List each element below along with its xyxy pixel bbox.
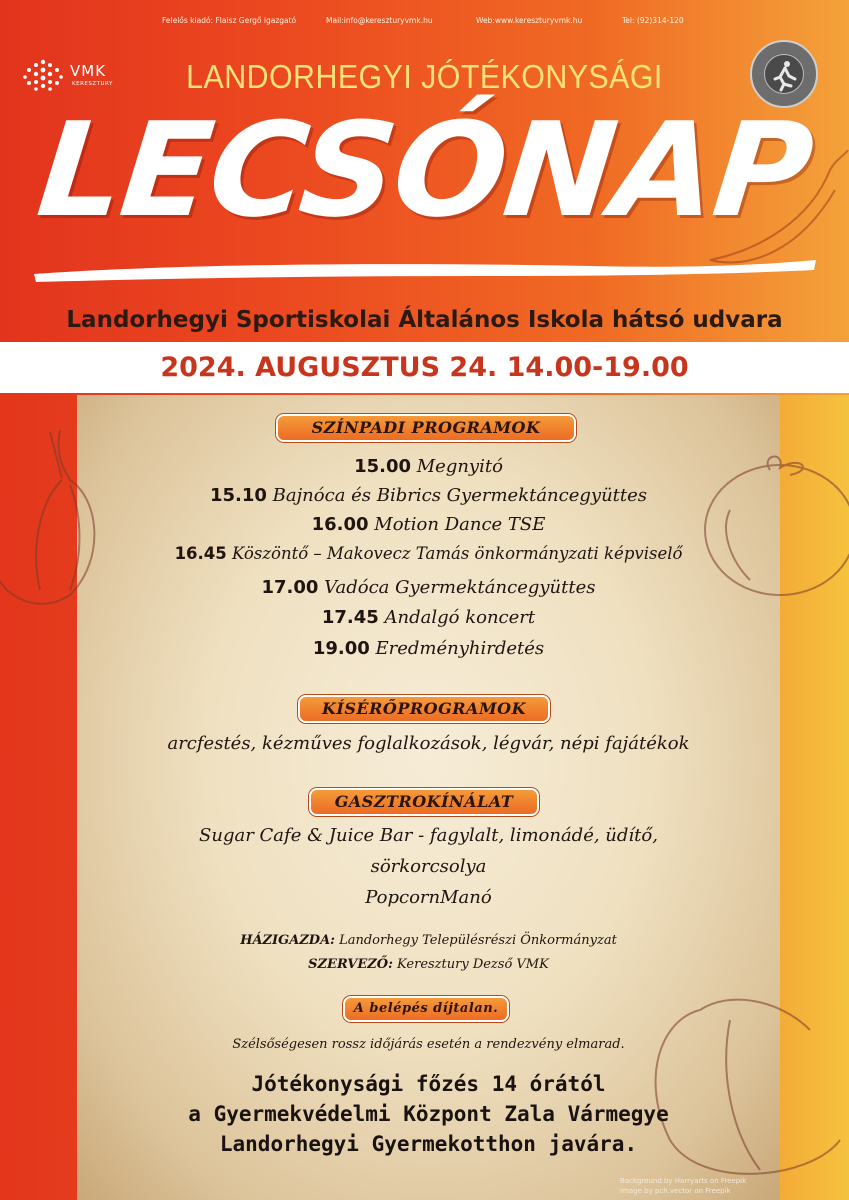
organizer-line: SZERVEZŐ: Keresztury Dezső VMK: [308, 957, 549, 972]
venue-text: Landorhegyi Sportiskolai Általános Iskola hátsó udvara: [66, 307, 783, 333]
entry-badge: A belépés díjtalan.: [343, 996, 509, 1022]
stage-heading: SZÍNPADI PROGRAMOK: [276, 414, 576, 442]
program-item: 17.00 Vadóca Gyermektáncegyüttes: [261, 577, 596, 598]
credit-line-2: Image by pch.vector on Freepik: [620, 1187, 731, 1195]
side-programs-text: arcfestés, kézműves foglalkozások, légvár, népi fajátékok: [167, 733, 690, 754]
chili-icon: [700, 150, 849, 280]
credit-line-1: Background by Harryarts on Freepik: [620, 1177, 747, 1185]
closing-line-2: a Gyermekvédelmi Központ Zala Vármegye: [188, 1102, 669, 1126]
event-date: 2024. AUGUSZTUS 24. 14.00-19.00: [160, 352, 689, 383]
side-heading: KÍSÉRŐPROGRAMOK: [298, 695, 550, 723]
program-item: 17.45 Andalgó koncert: [321, 607, 536, 628]
program-item: 16.45 Köszöntő – Makovecz Tamás önkormányzati képviselő: [174, 544, 683, 563]
weather-note: Szélsőségesen rossz időjárás esetén a rendezvény elmarad.: [232, 1037, 625, 1052]
mail-text: Mail:info@kereszturyvmk.hu: [326, 16, 433, 25]
logo-subtext: KERESZTURY: [72, 81, 113, 87]
web-text: Web:www.kereszturyvmk.hu: [476, 16, 583, 25]
program-item: 19.00 Eredményhirdetés: [312, 638, 545, 659]
program-item: 16.00 Motion Dance TSE: [311, 514, 546, 535]
publisher-text: Felelős kiadó: Flaisz Gergő igazgató: [162, 16, 297, 25]
gastro-line-2: sörkorcsolya: [370, 856, 487, 877]
closing-line-3: Landorhegyi Gyermekotthon javára.: [219, 1132, 638, 1156]
main-title: LECSÓNAP: [31, 94, 818, 246]
gastro-heading: GASZTROKÍNÁLAT: [309, 788, 539, 816]
host-line: HÁZIGAZDA: Landorhegy Településrészi Önkormányzat: [240, 933, 617, 948]
closing-line-1: Jótékonysági főzés 14 órától: [251, 1072, 606, 1096]
gastro-line-3: PopcornManó: [365, 887, 492, 908]
program-item: 15.10 Bajnóca és Bibrics Gyermektáncegyüttes: [209, 485, 648, 506]
gastro-line-1: Sugar Cafe & Juice Bar - fagylalt, limonádé, üdítő,: [199, 825, 658, 846]
program-item: 15.00 Megnyitó: [354, 456, 503, 477]
phone-text: Tel: (92)314-120: [622, 16, 684, 25]
logo-text: VMK: [70, 62, 107, 80]
title-top-line: LANDORHEGYI JÓTÉKONYSÁGI: [186, 58, 663, 95]
